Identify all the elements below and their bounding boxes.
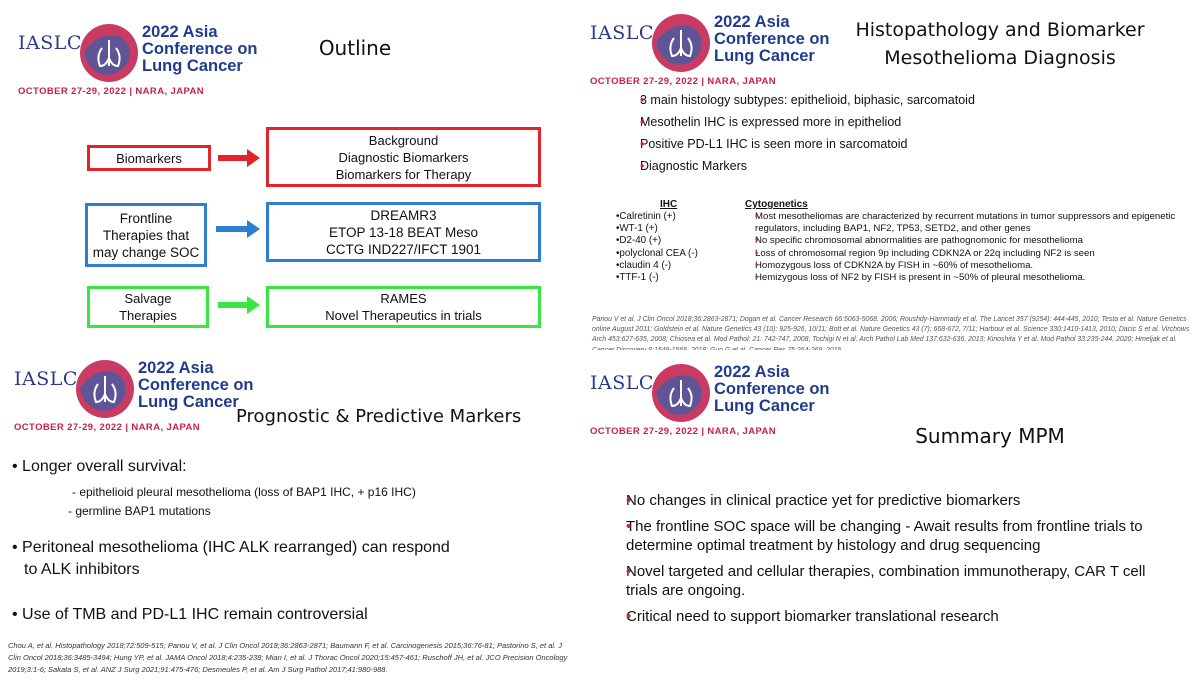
summary-bullet bbox=[600, 517, 1160, 555]
ihc-item: •Calretinin (+) bbox=[616, 211, 676, 222]
content-line: Novel Therapeutics in trials bbox=[325, 308, 482, 323]
ihc-list bbox=[616, 211, 698, 284]
bullet-text: Novel targeted and cellular therapies, combination immunotherapy, CAR T cell trials are ongoing. bbox=[626, 563, 1146, 599]
cyto-text: Most mesotheliomas are characterized by recurrent mutations in tumor suppressors and epigenetic regulators, including BAP1, NF2, TP53, SETD2, and other genes bbox=[755, 211, 1176, 235]
title-line: Histopathology and Biomarker bbox=[855, 19, 1145, 41]
content-line: DREAMR3 bbox=[370, 207, 437, 223]
iaslc-wordmark: IASLC bbox=[14, 368, 78, 390]
conference-name bbox=[142, 24, 258, 75]
conference-line: Conference on bbox=[142, 40, 258, 58]
bullet-text: 3 main histology subtypes: epithelioid, biphasic, sarcomatoid bbox=[640, 93, 975, 107]
references: Panou V et al. J Clin Oncol 2018;36:2863-2871; Dogan et al. Cancer Research 66:5063-5068. 2006; Roushdy-Hammady et al. The Lancet 357 (9254): 444-445, 2010; Testa et al. Nature Genetics online August 2011; Goldstein et al. Nature Genetics 43 (10): 925-926, 10/11; Bott et al. Nature Genetics 43 (7): 668-672, 7/11; Harbour et al. Science 330:1410-1413, 2010; Dacic S et al. Virchows Arch 453:627-635, 2008; Chiosea et al. Mod Pathol: 21: 742-747, 2008; Tochigi N et al. Arch Pathol Lab Med 137:632-636, 2013; Kinoshita Y et al. Mod Pathol 33:235-244, 2020; Hmeljak et al. bbox=[592, 316, 1190, 344]
ihc-item: •claudin 4 (-) bbox=[616, 259, 672, 271]
red-arrow bbox=[218, 155, 248, 161]
bullet-item bbox=[618, 159, 1188, 181]
conference-line: Conference on bbox=[714, 380, 830, 398]
iaslc-wordmark: IASLC bbox=[590, 372, 654, 394]
bullet-item bbox=[618, 137, 1188, 159]
content-line: Background bbox=[368, 132, 439, 148]
conference-line: Conference on bbox=[138, 376, 254, 394]
bullet-item bbox=[618, 93, 1188, 115]
conference-line: 2022 Asia bbox=[714, 13, 790, 31]
conference-line: Lung Cancer bbox=[142, 57, 243, 75]
conference-date: OCTOBER 27-29, 2022 | NARA, JAPAN bbox=[590, 426, 777, 437]
conference-name bbox=[714, 14, 830, 65]
conference-name bbox=[138, 360, 254, 411]
conference-line: 2022 Asia bbox=[138, 359, 214, 377]
slide-title: Prognostic & Predictive Markers bbox=[236, 406, 522, 427]
bullet-peritoneal: • Peritoneal mesothelioma (IHC ALK rearranged) can respond bbox=[12, 539, 450, 556]
conference-date: OCTOBER 27-29, 2022 | NARA, JAPAN bbox=[18, 86, 205, 97]
label-line: Biomarkers bbox=[116, 150, 182, 166]
sub-bullet: - epithelioid pleural mesothelioma (loss of BAP1 IHC, + p16 IHC) bbox=[72, 485, 416, 499]
title-line: Mesothelioma Diagnosis bbox=[884, 47, 1116, 69]
conference-line: Conference on bbox=[714, 30, 830, 48]
cyto-text: No specific chromosomal abnormalities are pathognomonic for mesothelioma bbox=[755, 235, 1083, 247]
iaslc-wordmark: IASLC bbox=[590, 22, 654, 44]
conference-logo bbox=[14, 354, 254, 434]
globe-lungs-icon bbox=[78, 22, 140, 84]
cyto-item bbox=[743, 211, 1183, 235]
globe-lungs-icon bbox=[74, 358, 136, 420]
cyto-item bbox=[743, 235, 1183, 247]
label-line: Therapies that bbox=[102, 227, 190, 243]
label-line: Salvage bbox=[124, 291, 172, 306]
conference-line: Lung Cancer bbox=[714, 47, 815, 65]
label-line: Therapies bbox=[119, 308, 177, 323]
content-line: CCTG IND227/IFCT 1901 bbox=[325, 241, 482, 257]
slide-title: Summary MPM bbox=[915, 424, 1065, 448]
ihc-item: •polyclonal CEA (-) bbox=[616, 247, 698, 259]
bullet-item bbox=[618, 115, 1188, 137]
conference-line: 2022 Asia bbox=[714, 363, 790, 381]
outline-label-frontline bbox=[85, 203, 207, 267]
conference-line: Lung Cancer bbox=[714, 397, 815, 415]
cytogenetics-list bbox=[743, 211, 1183, 284]
slide-title: Outline bbox=[318, 36, 392, 60]
bullet-text: The frontline SOC space will be changing - Await results from frontline trials to determine optimal treatment by histology and drug sequencing bbox=[626, 518, 1143, 554]
outline-content-salvage bbox=[266, 286, 541, 328]
conference-date: OCTOBER 27-29, 2022 | NARA, JAPAN bbox=[14, 422, 201, 433]
outline-label-salvage bbox=[87, 286, 209, 328]
globe-lungs-icon bbox=[650, 362, 712, 424]
outline-content-biomarkers bbox=[266, 127, 541, 187]
label-line: may change SOC bbox=[92, 244, 200, 260]
cyto-text: Homozygous loss of CDKN2A by FISH in ~60% of mesothelioma. bbox=[755, 259, 1034, 271]
bullet-survival: • Longer overall survival: bbox=[12, 458, 187, 475]
content-line: Diagnostic Biomarkers bbox=[338, 149, 469, 165]
sub-bullet: - germline BAP1 mutations bbox=[68, 504, 211, 518]
cyto-text: Loss of chromosomal region 9p including CDKN2A or 22q including NF2 is seen bbox=[755, 247, 1095, 259]
bullet-text: No changes in clinical practice yet for predictive biomarkers bbox=[626, 492, 1021, 509]
conference-logo bbox=[590, 8, 830, 88]
summary-bullet bbox=[600, 491, 1160, 510]
outline-label-biomarkers bbox=[87, 145, 211, 171]
slide-summary bbox=[590, 350, 1200, 693]
iaslc-wordmark: IASLC bbox=[18, 32, 82, 54]
cyto-item bbox=[743, 248, 1183, 260]
blue-arrow bbox=[216, 226, 248, 232]
conference-logo bbox=[18, 18, 258, 98]
summary-bullet bbox=[600, 562, 1160, 600]
summary-bullets bbox=[600, 491, 1160, 626]
content-line: ETOP 13-18 BEAT Meso bbox=[328, 224, 479, 240]
conference-logo bbox=[590, 358, 830, 438]
bullet-text: Positive PD-L1 IHC is seen more in sarcomatoid bbox=[640, 137, 908, 151]
green-arrow bbox=[218, 302, 248, 308]
bullet-text: Mesothelin IHC is expressed more in epitheliod bbox=[640, 115, 902, 129]
conference-name bbox=[714, 364, 830, 415]
bullet-tmb: • Use of TMB and PD-L1 IHC remain controversial bbox=[12, 606, 368, 623]
content-line: Biomarkers for Therapy bbox=[335, 166, 472, 182]
slide-outline bbox=[0, 0, 590, 350]
globe-lungs-icon bbox=[650, 12, 712, 74]
cyto-item bbox=[743, 260, 1183, 272]
ihc-item: •D2-40 (+) bbox=[616, 235, 662, 247]
conference-line: 2022 Asia bbox=[142, 23, 218, 41]
slide-histopathology bbox=[590, 0, 1200, 350]
slide-prognostic bbox=[0, 350, 590, 693]
ihc-header: IHC bbox=[660, 199, 678, 210]
summary-bullet bbox=[600, 607, 1160, 626]
content-line: RAMES bbox=[380, 291, 427, 306]
label-line: Frontline bbox=[119, 210, 173, 226]
cyto-item bbox=[743, 272, 1183, 284]
bullet-text: Critical need to support biomarker translational research bbox=[626, 608, 999, 625]
slide-title bbox=[830, 16, 1170, 72]
cyto-text: Hemizygous loss of NF2 by FISH is present in ~50% of pleural mesothelioma. bbox=[755, 272, 1086, 284]
histology-bullets bbox=[618, 93, 1188, 181]
bullet-text: Diagnostic Markers bbox=[640, 159, 747, 173]
ihc-item: •WT-1 (+) bbox=[616, 223, 658, 235]
outline-content-frontline bbox=[266, 202, 541, 262]
bullet-peritoneal-cont: to ALK inhibitors bbox=[24, 561, 140, 578]
cytogenetics-header: Cytogenetics bbox=[745, 199, 808, 210]
conference-line: Lung Cancer bbox=[138, 393, 239, 411]
conference-date: OCTOBER 27-29, 2022 | NARA, JAPAN bbox=[590, 76, 777, 87]
references: Chou A, et al. Histopathology 2018;72:509-515; Panou V, et al. J Clin Oncol 2018;36:2863-2871; Baumann F, et al. Carcinogenesis 2015;36:76-81; Pastorino S, et al. J Clin Oncol 2018;36:3485-3494; Hung YP, et al. JAMA Oncol 2018;4:235-238; Mian I, et al. J Thorac Oncol 2020;15:457-461; Ruschoff JH, et al. JCO Precision Oncology 2019;3:1-6; Sakata S, et al. ANZ J Surg 2021;91:475-476; Desmeules P, et al. Am J Surg Pathol 2017;41:980-988. bbox=[8, 641, 568, 675]
ihc-item: •TTF-1 (-) bbox=[616, 272, 659, 284]
